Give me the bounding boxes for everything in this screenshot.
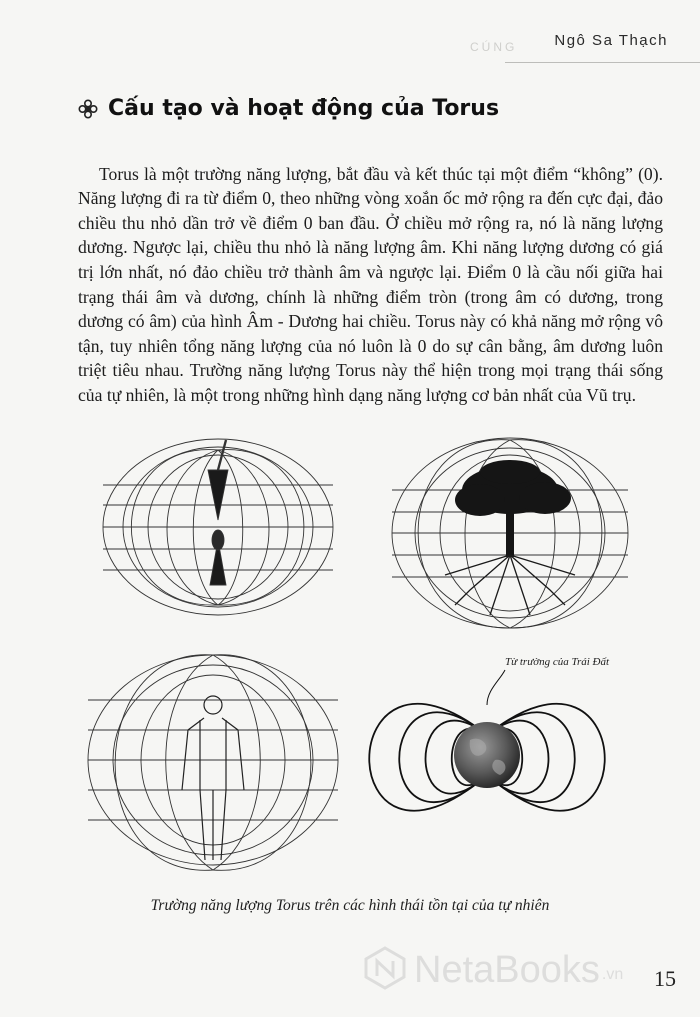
figure-caption: Trường năng lượng Torus trên các hình thái tồn tại của tự nhiên — [150, 897, 550, 914]
bleed-through-header: CÚNG — [470, 40, 518, 54]
apple-torus-illustration — [103, 439, 333, 615]
flower-ornament-icon — [78, 99, 98, 119]
watermark — [362, 945, 623, 995]
header-rule — [505, 62, 700, 63]
section-heading — [78, 96, 499, 121]
running-head-author: Ngô Sa Thạch — [554, 32, 668, 49]
torus-figure — [0, 430, 700, 890]
tree-torus-illustration — [392, 438, 628, 628]
earth-field-label: Từ trường của Trái Đất — [505, 656, 610, 668]
section-title: Cấu tạo và hoạt động của Torus — [108, 96, 500, 121]
netabooks-logo-icon — [362, 945, 408, 995]
watermark-text: NetaBooks — [414, 948, 600, 991]
page-number: 15 — [654, 966, 676, 991]
earth-magnetic-field-illustration — [369, 670, 605, 811]
human-torus-illustration — [88, 655, 338, 871]
body-paragraph: Torus là một trường năng lượng, bắt đầu và kết thúc tại một điểm “không” (0). Năng lượng đi ra từ điểm 0, theo những vòng xoắn ốc mở rộng ra đến cực đại, đảo chiều thu nhỏ dần trở về điểm 0 ban đầu. Ở chiều mở rộng ra, nó là năng lượng dương. Ngược lại, chiều thu nhỏ là năng lượng âm. Khi năng lượng dương có giá trị lớn nhất, nó đảo chiều trở thành âm và ngược lại. Điểm 0 là cầu nối giữa hai trạng thái âm và dương, chính là những điểm tròn (trong âm có dương, trong dương có âm) của hình Âm - Dương hai chiều. Torus này có khả năng mở rộng vô tận, tuy nhiên tổng năng lượng của nó luôn là 0 do sự cân bằng, âm dương luôn triệt tiêu nhau. Trường năng lượng Torus này thể hiện trong mọi trạng thái sống của tự nhiên, là một trong những hình dạng năng lượng cơ bản nhất của Vũ trụ. — [78, 163, 663, 405]
watermark-suffix: .vn — [601, 966, 624, 983]
